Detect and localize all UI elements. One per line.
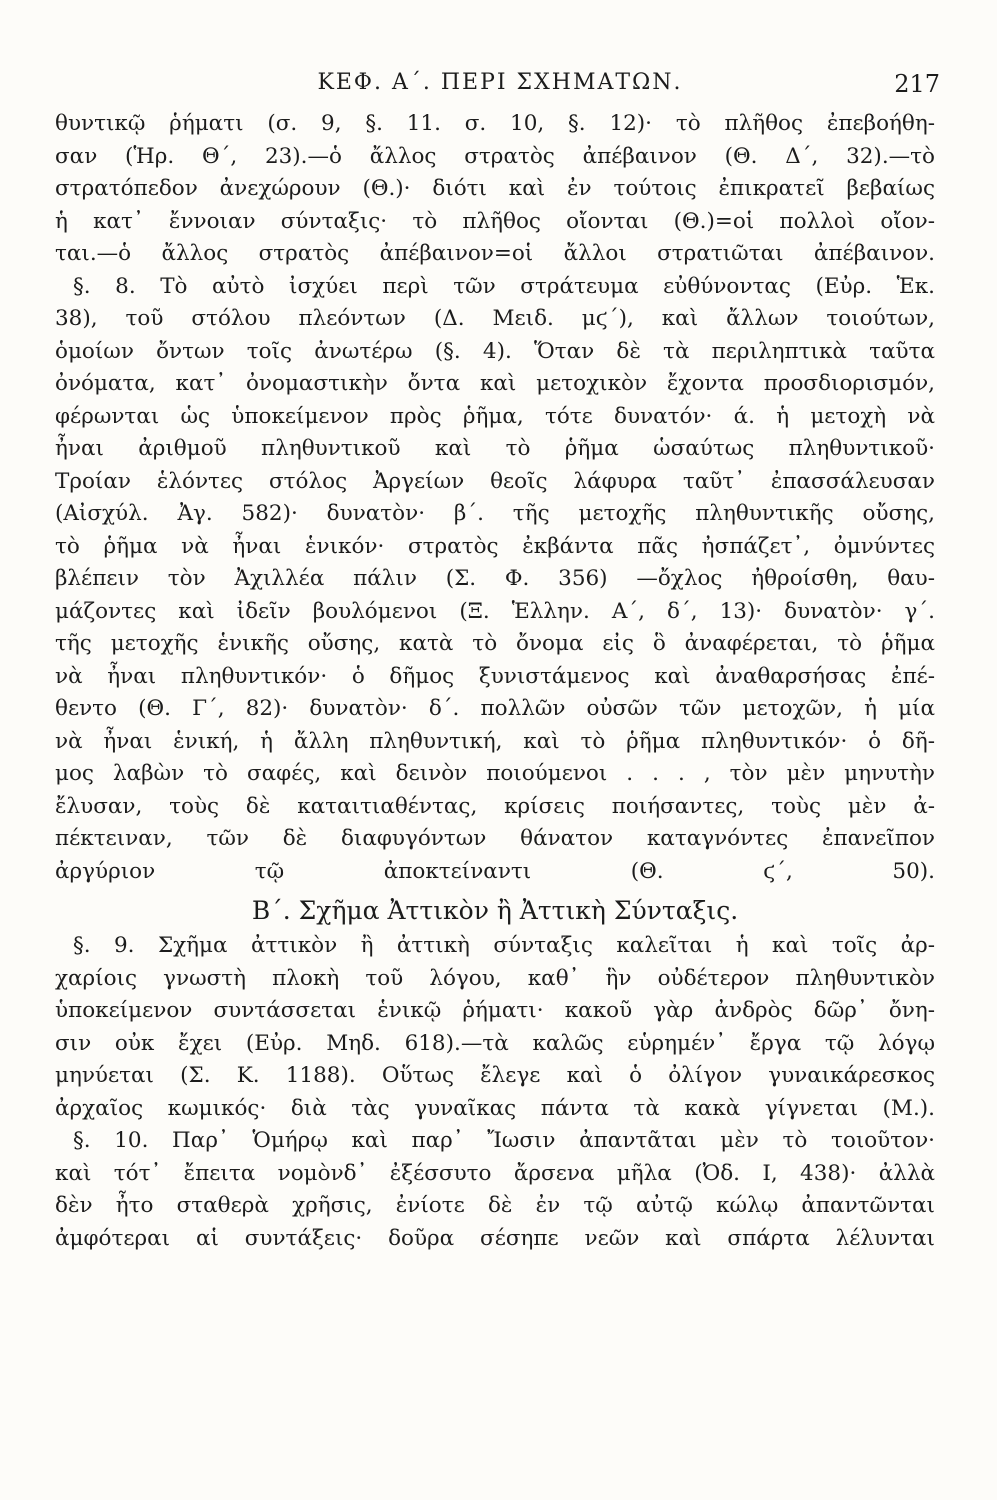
text-line: ἀρχαῖος κωμικός· διὰ τὰς γυναῖκας πάντα τὰ κακὰ γίγνεται (Μ.). xyxy=(55,1095,935,1121)
text-line: φέρωνται ὡς ὑποκείμενον πρὸς ῥῆμα, τότε δυνατόν· ά. ἡ μετοχὴ νὰ xyxy=(55,403,935,429)
text-line: ἦναι ἀριθμοῦ πληθυντικοῦ καὶ τὸ ῥῆμα ὡσαύτως πληθυντικοῦ· xyxy=(55,436,935,461)
text-line: ἀργύριον τῷ ἀποκτείναντι (Θ. ϛ΄, 50). xyxy=(55,858,935,884)
text-line: τὸ ῥῆμα νὰ ἦναι ἑνικόν· στρατὸς ἐκβάντα πᾶς ἠσπάζετ᾿, ὀμνύντες xyxy=(55,533,935,559)
text-line: ὀνόματα, κατ᾿ ὀνομαστικὴν ὄντα καὶ μετοχικὸν ἔχοντα προσδιορισμόν, xyxy=(55,371,935,396)
text-line: μηνύεται (Σ. Κ. 1188). Οὕτως ἔλεγε καὶ ὁ ὀλίγον γυναικάρεσκος xyxy=(55,1063,935,1088)
text-line: δὲν ἦτο σταθερὰ χρῆσις, ἐνίοτε δὲ ἐν τῷ αὐτῷ κώλῳ ἀπαντῶνται xyxy=(55,1193,935,1218)
text-line: ὁμοίων ὄντων τοῖς ἀνωτέρω (§. 4). Ὅταν δὲ τὰ περιληπτικὰ ταῦτα xyxy=(55,338,935,364)
text-line: νὰ ἦναι πληθυντικόν· ὁ δῆμος ξυνιστάμενος καὶ ἀναθαρσήσας ἐπέ- xyxy=(55,663,935,689)
text-line: §. 9. Σχῆμα ἀττικὸν ἢ ἀττικὴ σύνταξις καλεῖται ἡ καὶ τοῖς ἀρ- xyxy=(73,933,935,958)
body-text xyxy=(55,108,935,1255)
text-line: στρατόπεδον ἀνεχώρουν (Θ.)· διότι καὶ ἐν τούτοις ἐπικρατεῖ βεβαίως xyxy=(55,176,935,201)
running-head xyxy=(60,70,940,110)
text-line: ται.—ὁ ἄλλος στρατὸς ἀπέβαινον=οἱ ἄλλοι στρατιῶται ἀπέβαινον. xyxy=(55,241,935,266)
text-line: σαν (Ἡρ. Θ΄, 23).—ὁ ἄλλος στρατὸς ἀπέβαινον (Θ. Δ΄, 32).—τὸ xyxy=(55,143,935,169)
text-line: σιν οὐκ ἔχει (Εὐρ. Μηδ. 618).—τὰ καλῶς εὑρημέν᾿ ἔργα τῷ λόγῳ xyxy=(55,1030,935,1056)
text-line: ἀμφότεραι αἱ συντάξεις· δοῦρα σέσηπε νεῶν καὶ σπάρτα λέλυνται xyxy=(55,1225,935,1251)
text-line: ὑποκείμενον συντάσσεται ἑνικῷ ῥήματι· κακοῦ γὰρ ἀνδρὸς δῶρ᾿ ὄνη- xyxy=(55,998,935,1023)
text-line: τῆς μετοχῆς ἑνικῆς οὔσης, κατὰ τὸ ὄνομα εἰς ὃ ἀναφέρεται, τὸ ῥῆμα xyxy=(55,631,935,656)
text-line: βλέπειν τὸν Ἀχιλλέα πάλιν (Σ. Φ. 356) —ὄχλος ἠθροίσθη, θαυ- xyxy=(55,566,935,591)
text-line: θεντο (Θ. Γ΄, 82)· δυνατὸν· δ΄. πολλῶν οὐσῶν τῶν μετοχῶν, ἡ μία xyxy=(55,696,935,721)
text-line: νὰ ἦναι ἑνική, ἡ ἄλλη πληθυντική, καὶ τὸ ῥῆμα πληθυντικόν· ὁ δῆ- xyxy=(55,728,935,754)
text-line: ἡ κατ᾿ ἔννοιαν σύνταξις· τὸ πλῆθος οἴονται (Θ.)=οἱ πολλοὶ οἴον- xyxy=(55,208,935,234)
text-line: §. 8. Τὸ αὐτὸ ἰσχύει περὶ τῶν στράτευμα εὐθύνοντας (Εὐρ. Ἑκ. xyxy=(73,273,935,299)
text-line: (Αἰσχύλ. Ἀγ. 582)· δυνατὸν· β΄. τῆς μετοχῆς πληθυντικῆς οὔσης, xyxy=(55,501,935,526)
page-number: 217 xyxy=(894,70,940,98)
text-line: ἔλυσαν, τοὺς δὲ καταιτιαθέντας, κρίσεις ποιήσαντες, τοὺς μὲν ἀ- xyxy=(55,793,935,819)
text-line: 38), τοῦ στόλου πλεόντων (Δ. Μειδ. μϛ΄), καὶ ἄλλων τοιούτων, xyxy=(55,306,935,331)
text-line: μάζοντες καὶ ἰδεῖν βουλόμενοι (Ξ. Ἑλλην. Α΄, δ΄, 13)· δυνατὸν· γ΄. xyxy=(55,598,935,624)
body-part-2 xyxy=(55,930,935,1255)
text-line: πέκτειναν, τῶν δὲ διαφυγόντων θάνατον καταγνόντες ἐπανεῖπον xyxy=(55,826,935,851)
text-line: μος λαβὼν τὸ σαφές, καὶ δεινὸν ποιούμενοι . . . , τὸν μὲν μηνυτὴν xyxy=(55,761,935,786)
body-part-1 xyxy=(55,108,935,888)
text-line: καὶ τότ᾿ ἔπειτα νομὸνδ᾿ ἐξέσσυτο ἄρσενα μῆλα (Ὀδ. Ι, 438)· ἀλλὰ xyxy=(55,1160,935,1186)
text-line: §. 10. Παρ᾿ Ὁμήρῳ καὶ παρ᾿ Ἴωσιν ἀπαντᾶται μὲν τὸ τοιοῦτον· xyxy=(73,1128,935,1153)
text-line: Τροίαν ἑλόντες στόλος Ἀργείων θεοῖς λάφυρα ταῦτ᾿ ἐπασσάλευσαν xyxy=(55,468,935,494)
text-line: θυντικῷ ῥήματι (σ. 9, §. 11. σ. 10, §. 12)· τὸ πλῆθος ἐπεβοήθη- xyxy=(55,111,935,136)
text-line: χαρίοις γνωστὴ πλοκὴ τοῦ λόγου, καθ᾿ ἣν οὐδέτερον πληθυντικὸν xyxy=(55,965,935,991)
chapter-title: ΚΕΦ. Α΄. ΠΕΡΙ ΣΧΗΜΑΤΩΝ. xyxy=(317,70,683,95)
section-heading: Β΄. Σχῆμα Ἀττικὸν ἢ Ἀττικὴ Σύνταξις. xyxy=(251,896,739,925)
